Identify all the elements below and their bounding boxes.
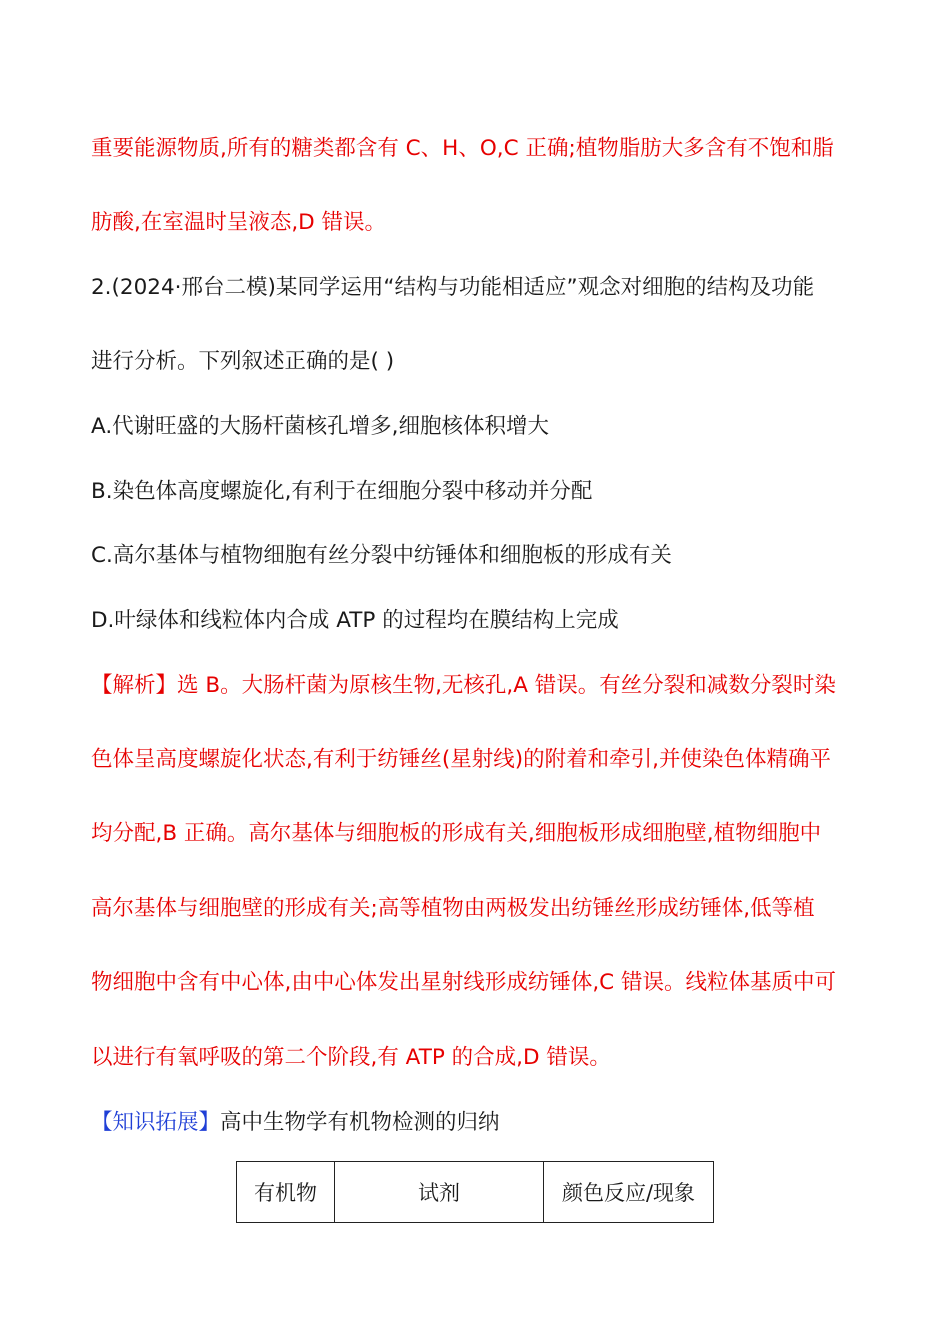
prev-explanation-line-2: 肪酸,在室温时呈液态,D 错误。 (91, 210, 387, 235)
header-reagent: 试剂 (335, 1162, 544, 1223)
analysis-line-2: 色体呈高度螺旋化状态,有利于纺锤丝(星射线)的附着和牵引,并使染色体精确平 (91, 747, 831, 772)
option-d: D.叶绿体和线粒体内合成 ATP 的过程均在膜结构上完成 (91, 608, 619, 633)
analysis-line-6: 以进行有氧呼吸的第二个阶段,有 ATP 的合成,D 错误。 (91, 1045, 611, 1070)
organic-detection-table (236, 1161, 714, 1223)
analysis-line-5: 物细胞中含有中心体,由中心体发出星射线形成纺锤体,C 错误。线粒体基质中可 (91, 970, 837, 995)
analysis-line-3: 均分配,B 正确。高尔基体与细胞板的形成有关,细胞板形成细胞壁,植物细胞中 (91, 821, 822, 846)
analysis-tag: 【解析】 (91, 673, 178, 698)
option-b: B.染色体高度螺旋化,有利于在细胞分裂中移动并分配 (91, 479, 593, 504)
header-organic: 有机物 (237, 1162, 335, 1223)
prev-explanation-line-1: 重要能源物质,所有的糖类都含有 C、H、O,C 正确;植物脂肪大多含有不饱和脂 (91, 136, 834, 161)
analysis-line-1 (91, 671, 836, 701)
option-a: A.代谢旺盛的大肠杆菌核孔增多,细胞核体积增大 (91, 414, 550, 439)
analysis-text: 选 B。大肠杆菌为原核生物,无核孔,A 错误。有丝分裂和减数分裂时染 (177, 673, 836, 698)
header-color-reaction: 颜色反应/现象 (544, 1162, 714, 1223)
option-c: C.高尔基体与植物细胞有丝分裂中纺锤体和细胞板的形成有关 (91, 543, 672, 568)
question-stem-line-2: 进行分析。下列叙述正确的是( ) (91, 349, 395, 374)
analysis-line-4: 高尔基体与细胞壁的形成有关;高等植物由两极发出纺锤丝形成纺锤体,低等植 (91, 896, 815, 921)
knowledge-tag: 【知识拓展】 (91, 1110, 221, 1135)
table-header-row (237, 1162, 714, 1223)
knowledge-extension-heading (91, 1108, 500, 1138)
knowledge-title: 高中生物学有机物检测的归纳 (220, 1110, 500, 1135)
question-stem-line-1: 2.(2024·邢台二模)某同学运用“结构与功能相适应”观念对细胞的结构及功能 (91, 275, 815, 300)
